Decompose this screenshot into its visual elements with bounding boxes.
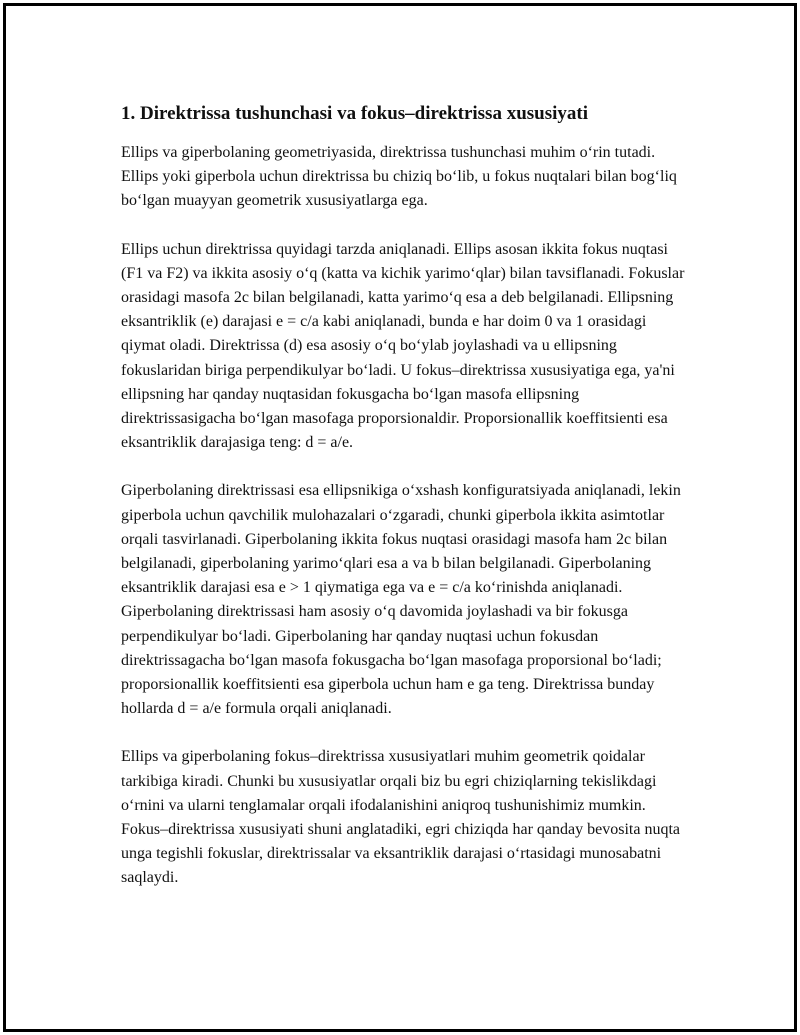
page-frame [3,3,797,1032]
paragraph-ellipse-directrix: Ellips uchun direktrissa quyidagi tarzda aniqlanadi. Ellips asosan ikkita fokus nuqtasi (F1 va F2) va ikkita asosiy o‘q (katta va kichik yarimo‘qlar) bilan tavsiflanadi. Fokuslar orasidagi masofa 2c bilan belgilanadi, katta yarimo‘q esa a deb belgilanadi. Ellipsning eksantriklik (e) darajasi e = c/a kabi aniqlanadi, bunda e har doim 0 va 1 orasidagi qiymat oladi. Direktrissa (d) esa asosiy o‘q bo‘ylab joylashadi va u ellipsning fokuslaridan biriga perpendikulyar bo‘ladi. U fokus–direktrissa xususiyatiga ega, ya'ni ellipsning har qanday nuqtasidan fokusgacha bo‘lgan masofa ellipsning direktrissasigacha bo‘lgan masofaga proporsionaldir. Proporsionallik koeffitsienti esa eksantriklik darajasiga teng: d = a/e. [121,240,685,452]
section-heading: 1. Direktrissa tushunchasi va fokus–direktrissa xususiyati [121,103,589,124]
paragraph-intro: Ellips va giperbolaning geometriyasida, direktrissa tushunchasi muhim o‘rin tutadi. Ellips yoki giperbola uchun direktrissa bu chiziq bo‘lib, u fokus nuqtalari bilan bog‘liq bo‘lgan muayyan geometrik xususiyatlarga ega. [121,144,677,210]
document-content [121,102,689,915]
paragraph-hyperbola-directrix: Giperbolaning direktrissasi esa ellipsnikiga o‘xshash konfiguratsiyada aniqlanadi, lekin giperbola uchun qavchilik mulohazalari o‘zgaradi, chunki giperbola ikkita asimtotlar orqali tasvirlanadi. Giperbolaning ikkita fokus nuqtasi orasidagi masofa ham 2c bilan belgilanadi, giperbolaning yarimo‘qlari esa a va b bilan belgilanadi. Giperbolaning eksantriklik darajasi esa e > 1 qiymatiga ega va e = c/a ko‘rinishda aniqlanadi. Giperbolaning direktrissasi ham asosiy o‘q davomida joylashadi va bir fokusga perpendikulyar bo‘ladi. Giperbolaning har qanday nuqtasi uchun fokusdan direktrissagacha bo‘lgan masofa fokusgacha bo‘lgan masofaga proporsional bo‘ladi; proporsionallik koeffitsienti esa giperbola uchun ham e ga teng. Direktrissa bunday hollarda d = a/e formula orqali aniqlanadi. [121,482,681,718]
paragraph-conclusion: Ellips va giperbolaning fokus–direktrissa xususiyatlari muhim geometrik qoidalar tarkibiga kiradi. Chunki bu xususiyatlar orqali biz bu egri chiziqlarning tekislikdagi o‘rnini va ularni tenglamalar orqali ifodalanishini aniqroq tushunishimiz mumkin. Fokus–direktrissa xususiyati shuni anglatadiki, egri chiziqda har qanday bevosita nuqta unga tegishli fokuslar, direktrissalar va eksantriklik darajasi o‘rtasidagi munosabatni saqlaydi. [121,748,680,887]
